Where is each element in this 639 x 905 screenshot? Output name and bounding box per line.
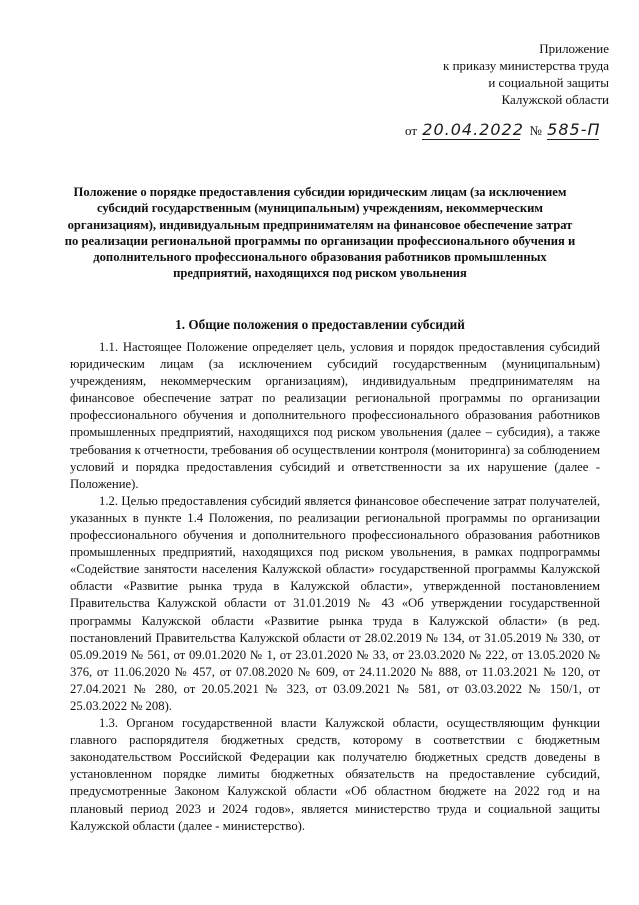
order-reference [405, 121, 615, 143]
section-heading: 1. Общие положения о предоставлении субсидий [175, 317, 465, 332]
order-number: 585-П [547, 120, 601, 139]
appendix-line-4: Калужской области [501, 92, 609, 107]
paragraph-1-1: 1.1. Настоящее Положение определяет цель, условия и порядок предоставления субсидий юридическим лицам (за исключением субсидий государственным (муниципальным) учреждениям, некоммерческим организациям), индивидуальным предпринимателям на финансовое обеспечение затрат по реализации региональной программы по организации профессионального обучения и дополнительного профессионального образования работников промышленных предприятий, находящихся под риском увольнения (далее – субсидия), а также требования к отчетности, требования об осуществлении контроля (мониторинга) за соблюдением условий и порядка предоставления субсидий и ответственности за их нарушение (далее - Положение). [70, 340, 600, 491]
appendix-line-2: к приказу министерства труда [443, 58, 609, 73]
appendix-line-3: и социальной защиты [488, 75, 609, 90]
order-number-label: № [529, 123, 542, 138]
appendix-block [349, 40, 609, 108]
order-from-label: от [405, 123, 418, 138]
paragraph-1-3: 1.3. Органом государственной власти Калужской области, осуществляющим функции главного распорядителя бюджетных средств, которому в соответствии с бюджетным законодательством Российской Федерации как получателю бюджетных средств доведены в установленном порядке лимиты бюджетных обязательств на предоставление субсидий, предусмотренные Законом Калужской области «Об областном бюджете на 2022 год и на плановый период 2023 и 2024 годов», является министерство труда и социальной защиты Калужской области (далее - министерство). [70, 716, 600, 833]
section-body [70, 339, 600, 835]
order-date: 20.04.2022 [422, 120, 524, 139]
appendix-line-1: Приложение [539, 41, 609, 56]
document-title: Положение о порядке предоставления субсидии юридическим лицам (за исключением субсидий государственным (муниципальным) учреждениям, некоммерческим организациям), индивидуальным предпринимателям на финансовое обеспечение затрат по реализации региональной программы по организации профессионального обучения и дополнительного профессионального образования работников промышленных предприятий, находящихся под риском увольнения [64, 185, 576, 281]
paragraph-1-2: 1.2. Целью предоставления субсидий является финансовое обеспечение затрат получателей, указанных в пункте 1.4 Положения, по реализации региональной программы по организации профессионального обучения и дополнительного профессионального образования работников промышленных предприятий, находящихся под риском увольнения, в рамках подпрограммы «Содействие занятости населения Калужской области» государственной программы Калужской области «Развитие рынка труда в Калужской области», утвержденной постановлением Правительства Калужской области от 31.01.2019 № 43 «Об утверждении государственной программы Калужской области «Развитие рынка труда в Калужской области» (в ред. постановлений Правительства Калужской области от 28.02.2019 № 134, от 31.05.2019 № 330, от 05.09.2019 № 561, от 09.01.2020 № 1, от 23.01.2020 № 33, от 23.03.2020 № 222, от 13.05.2020 № 376, от 11.06.2020 № 457, от 07.08.2020 № 609, от 24.11.2020 № 888, от 11.03.2021 № 120, от 27.04.2021 № 280, от 20.05.2021 № 323, от 03.09.2021 № 581, от 03.03.2022 № 150/1, от 25.03.2022 № 208). [70, 493, 600, 713]
